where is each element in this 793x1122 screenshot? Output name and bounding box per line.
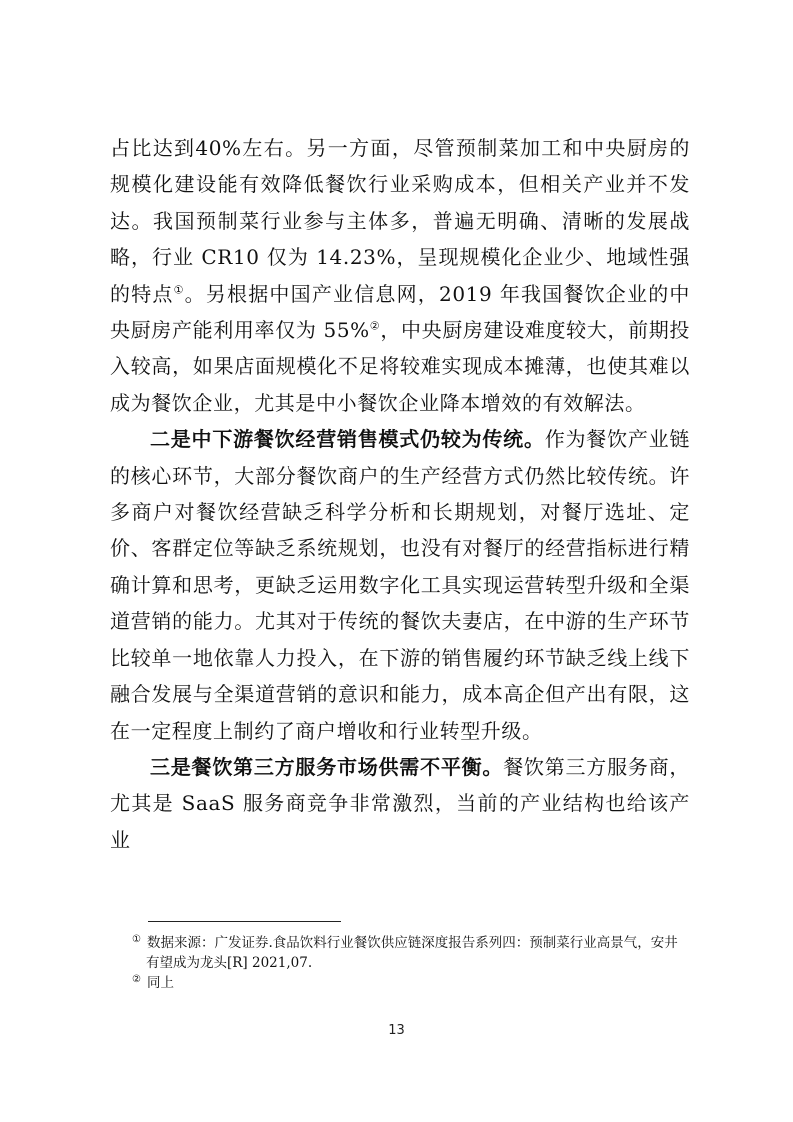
paragraph-1-part-b: 。另根据中国产业信息网，2019 年我国餐饮企业的中央厨房产能利用率仅为 55% bbox=[110, 281, 690, 343]
paragraph-3-lead: 三是餐饮第三方服务市场供需不平衡。 bbox=[150, 754, 504, 779]
footnote-2-mark: ② bbox=[132, 973, 141, 985]
paragraph-3-text: 餐饮第三方服务商，尤其是 SaaS 服务商竞争非常激烈，当前的产业结构也给该产业 bbox=[110, 754, 690, 852]
paragraph-3 bbox=[110, 749, 690, 858]
footnote-1-mark: ① bbox=[132, 933, 141, 945]
paragraph-2 bbox=[110, 421, 690, 749]
footnotes bbox=[110, 933, 690, 993]
paragraph-1-part-c: ，中央厨房建设难度较大，前期投入较高，如果店面规模化不足将较难实现成本摊薄，也使其难以成为餐饮企业，尤其是中小餐饮企业降本增效的有效解法。 bbox=[110, 318, 690, 415]
footnote-2 bbox=[110, 973, 690, 993]
page-number: 13 bbox=[388, 1023, 405, 1038]
footnote-1 bbox=[110, 933, 690, 973]
paragraph-2-lead: 二是中下游餐饮经营销售模式仍较为传统。 bbox=[150, 427, 545, 452]
footnote-ref-2[interactable]: ② bbox=[369, 319, 381, 333]
footnote-ref-1[interactable]: ① bbox=[173, 282, 185, 296]
footnote-1-text: 数据来源：广发证券.食品饮料行业餐饮供应链深度报告系列四：预制菜行业高景气，安井有望成为龙头[R] 2021,07. bbox=[146, 935, 678, 971]
paragraph-2-text: 作为餐饮产业链的核心环节，大部分餐饮商户的生产经营方式仍然比较传统。许多商户对餐饮经营缺乏科学分析和长期规划，对餐厅选址、定价、客群定位等缺乏系统规划，也没有对餐厅的经营指标进行精确计算和思考，更缺乏运用数字化工具实现运营转型升级和全渠道营销的能力。尤其对于传统的餐饮夫妻店，在中游的生产环节比较单一地依靠人力投入，在下游的销售履约环节缺乏线上线下融合发展与全渠道营销的意识和能力，成本高企但产出有限，这在一定程度上制约了商户增收和行业转型升级。 bbox=[110, 427, 691, 743]
footnote-separator bbox=[148, 921, 341, 922]
footnote-2-text: 同上 bbox=[146, 975, 174, 991]
paragraph-1 bbox=[110, 130, 690, 421]
body-text bbox=[110, 130, 690, 858]
paragraph-1-part-a: 占比达到40%左右。另一方面，尽管预制菜加工和中央厨房的规模化建设能有效降低餐饮行业采购成本，但相关产业并不发达。我国预制菜行业参与主体多，普遍无明确、清晰的发展战略，行业 CR10 仅为 14.23%，呈现规模化企业少、地域性强的特点 bbox=[110, 136, 690, 306]
